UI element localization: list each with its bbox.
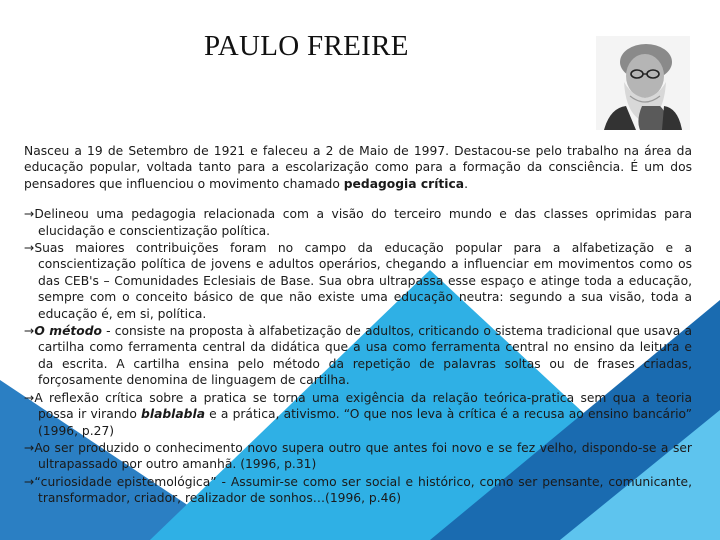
bullet-item (24, 206, 692, 239)
arrow-icon: → (24, 440, 35, 455)
bullet-item (24, 240, 692, 322)
bullet-item (24, 440, 692, 473)
bullet-text: Delineou uma pedagogia relacionada com a visão do terceiro mundo e das classes oprimidas para elucidação e conscientização política. (34, 207, 692, 238)
arrow-icon: → (24, 474, 35, 489)
bullet-text-a: A reflexão crítica sobre a pratica se torna uma exigência da relação teórica-pratica sem qua a teoria possa ir virando (34, 390, 692, 422)
bullet-text: Ao ser produzido o conhecimento novo supera outro que antes foi novo e se fez velho, dispondo-se a ser ultrapassado por outro amanhã. (1996, p.31) (34, 440, 692, 472)
intro-end: . (464, 176, 469, 191)
bullet-text: Suas maiores contribuições foram no campo da educação popular para a alfabetização e a conscientização política de jovens e adultos operários, chegando a influenciar em movimentos como os das CEB's – Comunidades Eclesiais de Base. Sua obra ultrapassa esse espaço e atinge toda a educação, sempre com o conceito básico de que não existe uma educação neutra: segundo a sua visão, toda a educação é, em si, política. (34, 241, 692, 321)
intro-paragraph (24, 143, 692, 192)
intro-bold-term: pedagogia crítica (343, 176, 465, 191)
arrow-icon: → (24, 390, 35, 405)
bullet-text-b: e a prática, ativismo. “O que nos leva à crítica é a recusa ao ensino bancário” (1996, p.27) (38, 407, 692, 438)
intro-text: Nasceu a 19 de Setembro de 1921 e faleceu a 2 de Maio de 1997. Destacou-se pelo trabalho na área da educação popular, voltada tanto para a escolarização como para a formação da consciência. É um dos pensadores que influenciou o movimento chamado (24, 144, 692, 191)
arrow-icon: → (24, 241, 35, 256)
bullet-lead: O método (34, 324, 103, 339)
bullet-text: - consiste na proposta à alfabetização de adultos, criticando o sistema tradicional que usava a cartilha como ferramenta central da didática que a usa como ferramenta central no ensino da leitura e da escrita. A cartilha ensina pelo método da repetição de palavras soltas ou de frases criadas, forçosamente denomina de linguagem de cartilha. (38, 324, 693, 388)
portrait-photo (596, 36, 690, 130)
bullet-text: “curiosidade epistemológica” - Assumir-se como ser social e histórico, como ser pensante, comunicante, transformador, criador, realizador de sonhos…(1996, p.46) (34, 474, 692, 506)
slide-body (24, 143, 692, 508)
slide-title: PAULO FREIRE (204, 30, 409, 62)
bullet-item (24, 390, 692, 439)
arrow-icon: → (24, 324, 35, 339)
bullet-item (24, 323, 692, 389)
bullet-italic-term: blablabla (141, 407, 205, 422)
bullet-item (24, 474, 692, 507)
arrow-icon: → (24, 207, 35, 222)
